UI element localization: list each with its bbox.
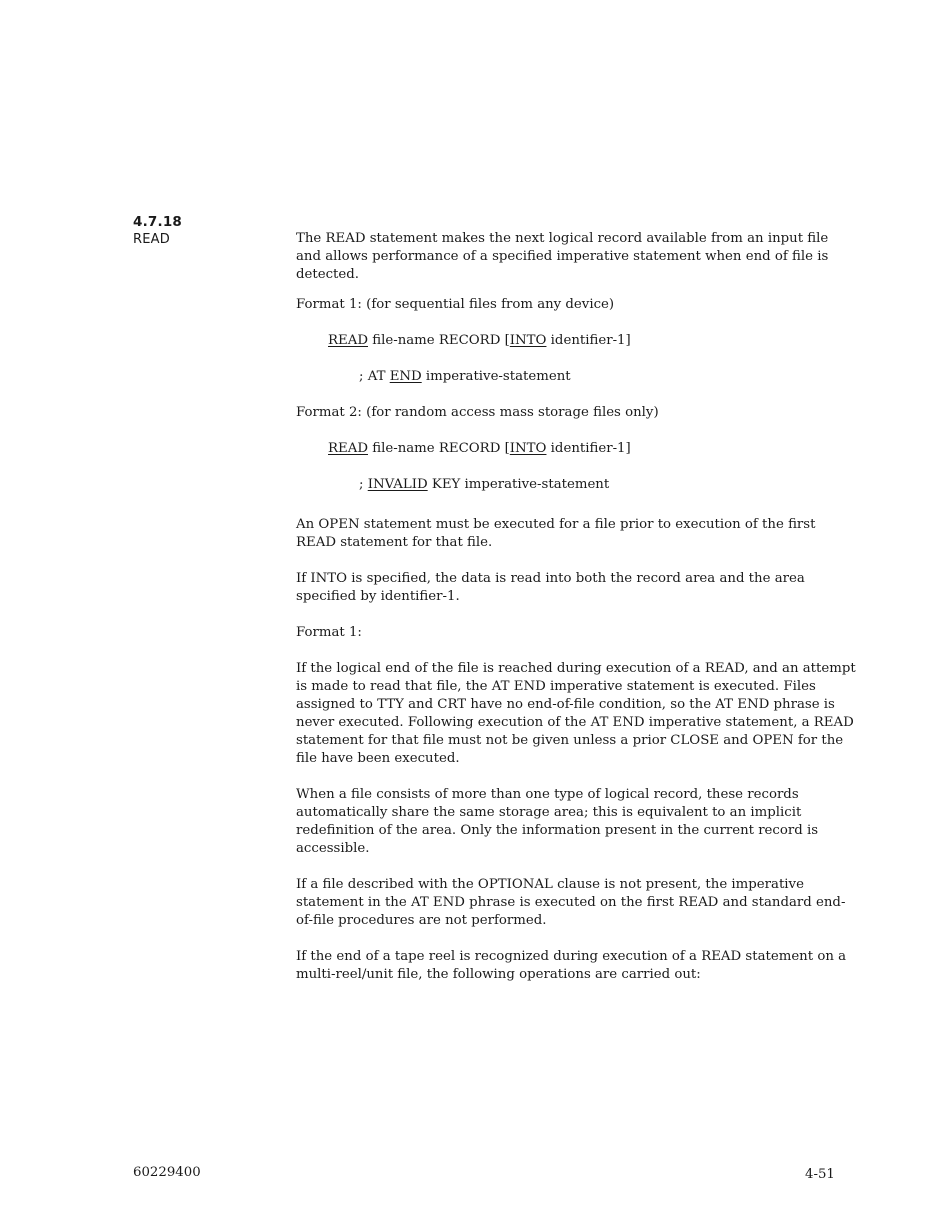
keyword-end: END bbox=[389, 369, 422, 384]
intro-paragraph: The READ statement makes the next logical record available from an input file and allows performance of a specified imperative statement when end of file is detected. bbox=[296, 231, 829, 282]
syntax-text: ; AT bbox=[359, 369, 390, 384]
format1-syntax-line2 bbox=[296, 368, 856, 386]
document-number: 60229400 bbox=[133, 1165, 201, 1180]
keyword-read: READ bbox=[328, 333, 368, 348]
syntax-text: KEY imperative-statement bbox=[427, 477, 610, 492]
format2-heading: Format 2: (for random access mass storage files only) bbox=[296, 405, 659, 420]
page-number: 4-51 bbox=[805, 1167, 835, 1182]
tape-reel-paragraph: If the end of a tape reel is recognized during execution of a READ statement on a multi-reel/unit file, the following operations are carried out: bbox=[296, 949, 847, 982]
end-of-file-paragraph: If the logical end of the file is reached during execution of a READ, and an attempt is made to read that file, the AT END imperative statement is executed. Files assigned to TTY and CRT have no end-of-file condition, so the AT END phrase is never executed. Following execution of the AT END imperative statement, a READ statement for that file must not be given unless a prior CLOSE and OPEN for the file have been executed. bbox=[296, 661, 856, 766]
format2-syntax-line2 bbox=[296, 476, 856, 494]
format1-syntax-line1 bbox=[296, 332, 856, 350]
syntax-text: identifier-1] bbox=[546, 441, 631, 456]
keyword-into: INTO bbox=[509, 333, 547, 348]
section-heading bbox=[133, 214, 182, 248]
page-body bbox=[296, 230, 856, 1002]
open-required-paragraph: An OPEN statement must be executed for a file prior to execution of the first READ statement for that file. bbox=[296, 517, 816, 550]
section-title: READ bbox=[133, 232, 170, 247]
format2-syntax-line1 bbox=[296, 440, 856, 458]
keyword-into: INTO bbox=[509, 441, 547, 456]
format1-heading: Format 1: (for sequential files from any device) bbox=[296, 297, 615, 312]
syntax-text: file-name RECORD [ bbox=[367, 333, 510, 348]
section-number: 4.7.18 bbox=[133, 214, 183, 230]
format1-label: Format 1: bbox=[296, 625, 362, 640]
into-paragraph: If INTO is specified, the data is read into both the record area and the area specified by identifier-1. bbox=[296, 571, 805, 604]
optional-clause-paragraph: If a file described with the OPTIONAL clause is not present, the imperative statement in the AT END phrase is executed on the first READ and standard end-of-file procedures are not performed. bbox=[296, 877, 846, 928]
syntax-text: ; bbox=[359, 477, 368, 492]
multi-record-paragraph: When a file consists of more than one type of logical record, these records automatically share the same storage area; this is equivalent to an implicit redefinition of the area. Only the information present in the current record is accessible. bbox=[296, 787, 819, 856]
syntax-text: identifier-1] bbox=[546, 333, 631, 348]
syntax-text: imperative-statement bbox=[421, 369, 571, 384]
keyword-read: READ bbox=[328, 441, 368, 456]
syntax-text: file-name RECORD [ bbox=[367, 441, 510, 456]
keyword-invalid: INVALID bbox=[367, 477, 428, 492]
